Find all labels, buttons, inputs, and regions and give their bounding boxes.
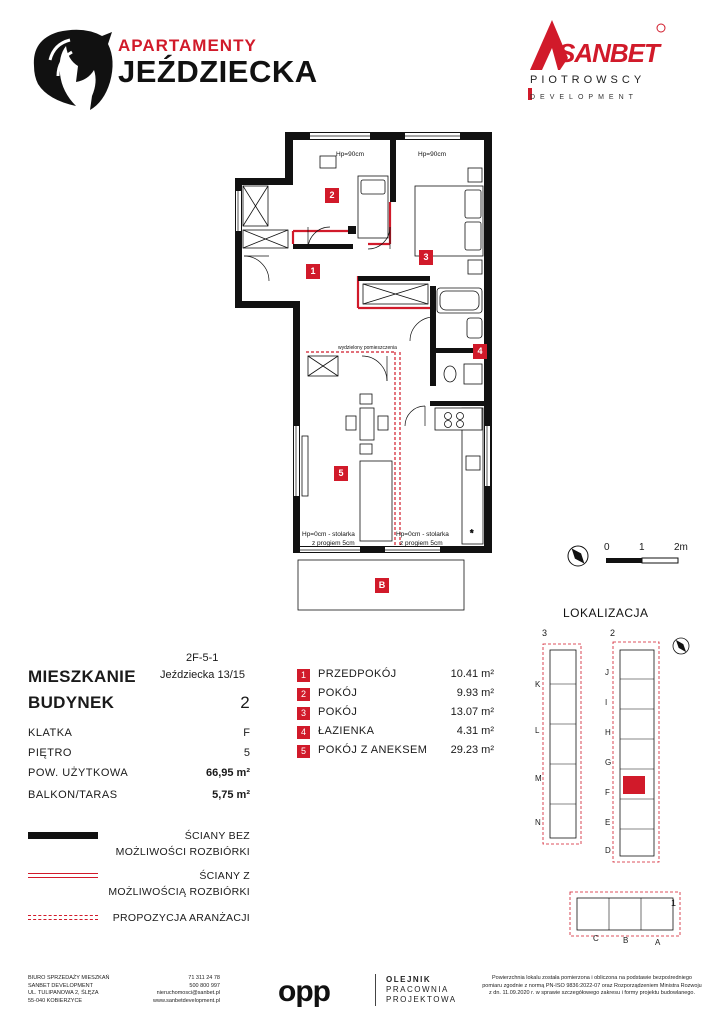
pow-uzytkowa-value: 66,95 m²	[205, 767, 250, 779]
olejnik-line-2: PRACOWNIA	[386, 985, 449, 994]
disclaimer	[474, 975, 710, 998]
sales-line-4: 55-040 KOBIERZYCE	[28, 997, 83, 1004]
hp-bottom-right-2: z progiem 5cm	[400, 540, 443, 547]
apartment-address: Jeździecka 13/15	[160, 669, 245, 681]
disclaimer-3: z dn. 11.09.2020 r. w sprawie szczegółowego zakresu i formy projektu budowlanego.	[489, 990, 695, 996]
location-map	[515, 624, 715, 954]
budynek-value: 2	[240, 693, 250, 712]
disclaimer-1: Powierzchnia lokalu została pomierzona i obliczona na podstawie bezpośredniego	[492, 975, 692, 981]
floor-plan	[230, 126, 510, 616]
klatka-value: F	[243, 727, 250, 739]
balkon-value: 5,75 m²	[212, 789, 250, 801]
room-marker-4: 4	[473, 344, 487, 359]
legend-dashed-line	[28, 915, 98, 920]
scale-tick-1: 1	[639, 542, 645, 553]
compass-and-scale	[560, 538, 700, 578]
stair-l: L	[535, 726, 540, 735]
legend-red-text	[108, 868, 250, 900]
pietro-value: 5	[243, 747, 250, 759]
pow-uzytkowa-label: POW. UŻYTKOWA	[28, 767, 129, 779]
olejnik-line-1: OLEJNIK	[386, 975, 432, 984]
room-row-4-area: 4.31 m²	[456, 725, 494, 737]
sales-line-1: BIURO SPRZEDAŻY MIESZKAŃ	[28, 975, 110, 981]
footer-divider	[375, 974, 376, 1006]
stair-e: E	[605, 818, 611, 827]
room-marker-1: 1	[306, 264, 320, 279]
room-row-5-area: 29.23 m²	[450, 744, 494, 756]
room-row-1-name: PRZEDPOKÓJ	[318, 668, 397, 680]
sales-line-3: UL. TULIPANOWA 2, ŚLĘZA	[28, 990, 99, 996]
olejnik-line-3: PROJEKTOWA	[386, 995, 457, 1004]
mieszkanie-label: MIESZKANIE	[28, 667, 136, 686]
brand-top-text: APARTAMENTY	[118, 36, 257, 55]
phone-1: 71 311 24 78	[188, 975, 220, 981]
room-row-3-name: POKÓJ	[318, 706, 358, 718]
room-row-2-area: 9.93 m²	[456, 687, 494, 699]
room-row-1-num: 1	[297, 669, 310, 682]
horse-logo-icon	[28, 26, 118, 112]
legend-solid-line2: MOŻLIWOŚCI ROZBIÓRKI	[115, 846, 250, 858]
pietro-label: PIĘTRO	[28, 747, 72, 759]
developer-sub2: DEVELOPMENT	[530, 94, 638, 101]
hp-bottom-left-2: z progiem 5cm	[312, 540, 355, 547]
room-row-3-num: 3	[297, 707, 310, 720]
svg-text:*: *	[470, 528, 474, 538]
room-marker-3: 3	[419, 250, 433, 265]
legend-solid-line1: ŚCIANY BEZ	[184, 830, 250, 842]
room-row-5-name: POKÓJ Z ANEKSEM	[318, 744, 428, 756]
apartment-code: 2F-5-1	[186, 652, 219, 664]
stair-h: H	[605, 728, 611, 737]
olejnik-logo	[386, 975, 457, 1005]
stair-i: I	[605, 698, 608, 707]
developer-sub1: PIOTROWSCY	[530, 74, 646, 86]
stair-n: N	[535, 818, 541, 827]
stair-c: C	[593, 934, 599, 943]
stair-m: M	[535, 774, 542, 783]
stair-k: K	[535, 680, 541, 689]
sales-office	[28, 975, 110, 1005]
localization-title: LOKALIZACJA	[563, 606, 649, 620]
web-link[interactable]: www.sanbetdevelopment.pl	[153, 997, 220, 1004]
email-link[interactable]: nieruchomosci@sanbet.pl	[156, 990, 220, 996]
stair-g: G	[605, 758, 612, 767]
hp-bottom-right-1: Hp=0cm - stolarka	[396, 531, 449, 538]
building-2-label: 2	[610, 628, 616, 638]
room-row-2-num: 2	[297, 688, 310, 701]
room-row-1-area: 10.41 m²	[450, 668, 494, 680]
stair-b: B	[623, 936, 629, 945]
room-marker-5: 5	[334, 466, 348, 481]
opp-logo: opp	[278, 975, 330, 1008]
balkon-label: BALKON/TARAS	[28, 789, 118, 801]
disclaimer-2: pomiaru zgodnie z normą PN-ISO 9836:2022-07 oraz Rozporządzeniem Ministra Rozwoju	[482, 982, 702, 989]
legend-solid-line	[28, 832, 98, 839]
stair-f: F	[605, 788, 610, 797]
room-row-4-name: ŁAZIENKA	[318, 725, 375, 737]
stair-d: D	[605, 846, 611, 855]
phone-2: 500 800 997	[189, 982, 220, 989]
floor-plan-drawing	[230, 126, 510, 616]
room-row-3-area: 13.07 m²	[450, 706, 494, 718]
developer-name: SANBET	[558, 38, 659, 68]
hp-note-left: Hp=90cm	[336, 151, 364, 158]
room-row-4-num: 4	[297, 726, 310, 739]
legend-dashed-text: PROPOZYCJA ARANŻACJI	[112, 912, 250, 924]
brand-main-text: JEŹDZIECKA	[118, 54, 318, 89]
stair-j: J	[605, 668, 609, 677]
legend-red-line	[28, 873, 98, 878]
stair-a: A	[655, 938, 661, 947]
building-1-label: 1	[671, 898, 677, 908]
legend-red-line1: ŚCIANY Z	[199, 870, 250, 882]
contact-info	[150, 975, 220, 1005]
ventilation-note: wydzielony pomieszczenia	[338, 345, 397, 351]
scale-tick-0: 0	[604, 542, 610, 553]
building-3-label: 3	[542, 628, 548, 638]
budynek-label: BUDYNEK	[28, 693, 115, 712]
site-map-drawing	[515, 624, 715, 954]
legend-red-line2: MOŻLIWOŚCIĄ ROZBIÓRKI	[108, 886, 250, 898]
klatka-label: KLATKA	[28, 727, 73, 739]
scale-tick-2: 2m	[674, 542, 688, 553]
legend-solid-text	[116, 828, 250, 860]
hp-note-right: Hp=90cm	[418, 151, 446, 158]
balcony-marker: B	[375, 578, 389, 593]
hp-bottom-left-1: Hp=0cm - stolarka	[302, 531, 355, 538]
room-row-2-name: POKÓJ	[318, 687, 358, 699]
apartment-highlight	[623, 776, 645, 794]
sales-line-2: SANBET DEVELOPMENT	[28, 982, 93, 989]
room-row-5-num: 5	[297, 745, 310, 758]
room-marker-2: 2	[325, 188, 339, 203]
